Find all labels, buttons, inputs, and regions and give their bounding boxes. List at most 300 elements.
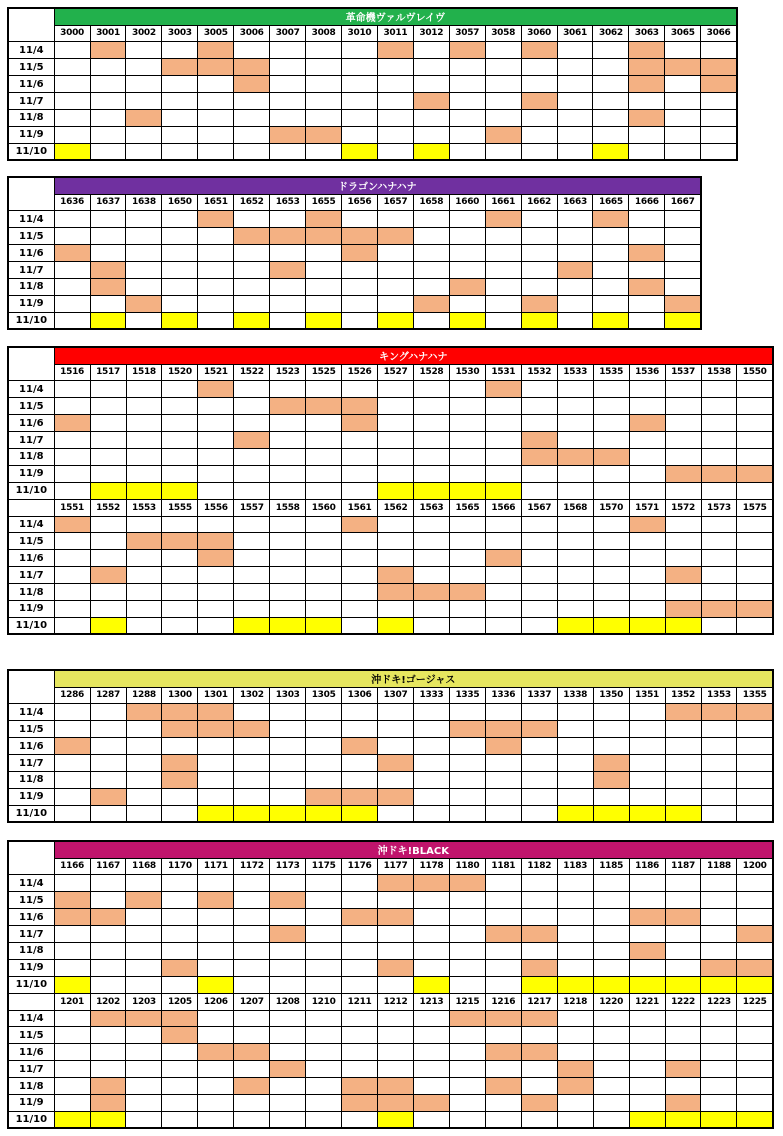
result-cell [306, 76, 342, 93]
hit-cell [198, 1044, 234, 1061]
hit-cell [90, 42, 126, 59]
machine-table [7, 840, 774, 1129]
result-cell [126, 1078, 162, 1095]
result-cell [521, 109, 557, 126]
corner-cell [8, 841, 54, 875]
machine-table [7, 7, 738, 161]
machine-number: 1517 [90, 364, 126, 381]
result-cell [665, 926, 701, 943]
machine-number: 1531 [485, 364, 521, 381]
top-hit-cell [234, 617, 270, 634]
hit-cell [485, 211, 521, 228]
result-cell [126, 126, 162, 143]
hit-cell [90, 278, 126, 295]
result-cell [485, 262, 521, 279]
date-label: 11/5 [8, 398, 54, 415]
result-cell [54, 550, 90, 567]
result-cell [90, 59, 126, 76]
machine-number: 1167 [90, 858, 126, 875]
top-hit-cell [701, 1111, 737, 1128]
result-cell [90, 211, 126, 228]
result-cell [557, 278, 593, 295]
machine-number: 1660 [449, 194, 485, 211]
date-row [8, 1044, 773, 1061]
result-cell [198, 1094, 234, 1111]
result-cell [270, 600, 306, 617]
result-cell [378, 1010, 414, 1027]
result-cell [270, 533, 306, 550]
result-cell [449, 976, 485, 993]
result-cell [449, 126, 485, 143]
result-cell [413, 262, 449, 279]
hit-cell [54, 516, 90, 533]
result-cell [701, 109, 737, 126]
result-cell [593, 126, 629, 143]
top-hit-cell [54, 143, 90, 160]
result-cell [737, 617, 773, 634]
result-cell [270, 245, 306, 262]
machine-number: 1203 [126, 993, 162, 1010]
result-cell [342, 771, 378, 788]
result-cell [234, 771, 270, 788]
top-hit-cell [90, 1111, 126, 1128]
top-hit-cell [377, 312, 413, 329]
machine-number: 1527 [378, 364, 414, 381]
machine-number: 1338 [557, 687, 593, 704]
result-cell [198, 959, 234, 976]
result-cell [90, 516, 126, 533]
date-label: 11/6 [8, 550, 54, 567]
result-cell [342, 755, 378, 772]
result-cell [629, 567, 665, 584]
date-row [8, 1094, 773, 1111]
machine-number: 3063 [629, 25, 665, 42]
hit-cell [126, 533, 162, 550]
result-cell [701, 1010, 737, 1027]
date-row [8, 755, 773, 772]
result-cell [90, 875, 126, 892]
top-hit-cell [270, 617, 306, 634]
result-cell [413, 76, 449, 93]
result-cell [665, 788, 701, 805]
result-cell [414, 567, 450, 584]
top-hit-cell [737, 976, 773, 993]
top-hit-cell [593, 617, 629, 634]
result-cell [701, 875, 737, 892]
machine-number: 1557 [234, 499, 270, 516]
result-cell [234, 143, 270, 160]
result-cell [234, 93, 270, 110]
result-cell [557, 942, 593, 959]
result-cell [378, 600, 414, 617]
result-cell [306, 892, 342, 909]
date-row [8, 1010, 773, 1027]
machine-number: 1665 [593, 194, 629, 211]
result-cell [54, 432, 90, 449]
machine-number: 1225 [737, 993, 773, 1010]
result-cell [665, 93, 701, 110]
result-cell [54, 1027, 90, 1044]
machine-number: 1171 [198, 858, 234, 875]
result-cell [449, 1111, 485, 1128]
result-cell [54, 109, 90, 126]
date-row [8, 262, 701, 279]
result-cell [629, 312, 665, 329]
result-cell [557, 892, 593, 909]
result-cell [449, 465, 485, 482]
result-cell [306, 415, 342, 432]
result-cell [737, 1027, 773, 1044]
title-row [8, 177, 701, 194]
result-cell [557, 788, 593, 805]
hit-cell [270, 892, 306, 909]
result-cell [701, 788, 737, 805]
result-cell [449, 1027, 485, 1044]
machine-number: 1336 [485, 687, 521, 704]
result-cell [449, 143, 485, 160]
result-cell [90, 976, 126, 993]
result-cell [90, 465, 126, 482]
machine-number: 1535 [593, 364, 629, 381]
result-cell [378, 398, 414, 415]
result-cell [234, 600, 270, 617]
result-cell [54, 381, 90, 398]
machine-number: 1222 [665, 993, 701, 1010]
top-hit-cell [198, 805, 234, 822]
hit-cell [270, 126, 306, 143]
hit-cell [629, 109, 665, 126]
date-label: 11/4 [8, 211, 54, 228]
result-cell [342, 1027, 378, 1044]
result-cell [162, 550, 198, 567]
result-cell [485, 1027, 521, 1044]
result-cell [198, 76, 234, 93]
result-cell [557, 755, 593, 772]
result-cell [701, 482, 737, 499]
result-cell [306, 909, 342, 926]
result-cell [162, 892, 198, 909]
top-hit-cell [54, 1111, 90, 1128]
hit-cell [449, 875, 485, 892]
result-cell [90, 771, 126, 788]
result-cell [234, 1061, 270, 1078]
machine-number: 3061 [557, 25, 593, 42]
result-cell [414, 600, 450, 617]
result-cell [126, 278, 162, 295]
hit-cell [198, 704, 234, 721]
date-label: 11/9 [8, 959, 54, 976]
date-row [8, 59, 737, 76]
date-row [8, 533, 773, 550]
result-cell [521, 1111, 557, 1128]
hit-cell [521, 1044, 557, 1061]
result-cell [234, 976, 270, 993]
result-cell [162, 1044, 198, 1061]
result-cell [485, 892, 521, 909]
top-hit-cell [665, 617, 701, 634]
result-cell [593, 245, 629, 262]
machine-number: 3005 [198, 25, 234, 42]
result-cell [449, 1061, 485, 1078]
machine-number: 1532 [521, 364, 557, 381]
hit-cell [665, 567, 701, 584]
result-cell [54, 1078, 90, 1095]
result-cell [629, 755, 665, 772]
result-cell [54, 93, 90, 110]
machine-number: 1178 [413, 858, 449, 875]
result-cell [270, 1027, 306, 1044]
result-cell [629, 1078, 665, 1095]
result-cell [665, 126, 701, 143]
machine-number: 1207 [234, 993, 270, 1010]
result-cell [198, 788, 234, 805]
machine-number: 1661 [485, 194, 521, 211]
result-cell [557, 704, 593, 721]
result-cell [521, 59, 557, 76]
result-cell [90, 381, 126, 398]
result-cell [306, 1111, 342, 1128]
date-label: 11/9 [8, 465, 54, 482]
result-cell [701, 1044, 737, 1061]
result-cell [126, 415, 162, 432]
result-cell [521, 704, 557, 721]
date-label: 11/8 [8, 448, 54, 465]
date-label: 11/4 [8, 516, 54, 533]
result-cell [54, 126, 90, 143]
result-cell [701, 533, 737, 550]
result-cell [342, 482, 378, 499]
date-row [8, 704, 773, 721]
machine-number: 1353 [701, 687, 737, 704]
result-cell [593, 1010, 629, 1027]
result-cell [306, 533, 342, 550]
hit-cell [377, 42, 413, 59]
result-cell [629, 721, 665, 738]
result-cell [521, 465, 557, 482]
hit-cell [629, 76, 665, 93]
result-cell [270, 875, 306, 892]
result-cell [665, 245, 701, 262]
date-row [8, 600, 773, 617]
result-cell [270, 482, 306, 499]
result-cell [593, 415, 629, 432]
result-cell [449, 926, 485, 943]
machine-title: ドラゴンハナハナ [54, 177, 701, 194]
result-cell [234, 398, 270, 415]
machine-number: 1653 [270, 194, 306, 211]
result-cell [557, 126, 593, 143]
result-cell [234, 1111, 270, 1128]
result-cell [593, 1044, 629, 1061]
result-cell [126, 42, 162, 59]
result-cell [701, 771, 737, 788]
result-cell [665, 42, 701, 59]
date-label: 11/7 [8, 93, 54, 110]
hit-cell [162, 755, 198, 772]
result-cell [234, 295, 270, 312]
result-cell [162, 617, 198, 634]
hit-cell [449, 42, 485, 59]
hit-cell [162, 959, 198, 976]
date-label: 11/6 [8, 909, 54, 926]
machine-number: 1530 [449, 364, 485, 381]
hit-cell [557, 262, 593, 279]
machine-number-row [8, 364, 773, 381]
date-label: 11/6 [8, 245, 54, 262]
result-cell [557, 550, 593, 567]
result-cell [593, 76, 629, 93]
result-cell [342, 211, 378, 228]
hit-cell [270, 398, 306, 415]
result-cell [54, 448, 90, 465]
result-cell [449, 892, 485, 909]
hit-cell [485, 1044, 521, 1061]
result-cell [413, 1111, 449, 1128]
result-cell [378, 432, 414, 449]
result-cell [198, 262, 234, 279]
result-cell [234, 448, 270, 465]
result-cell [270, 1078, 306, 1095]
result-cell [629, 482, 665, 499]
result-cell [449, 262, 485, 279]
top-hit-cell [342, 805, 378, 822]
hit-cell [54, 245, 90, 262]
date-label: 11/8 [8, 278, 54, 295]
hit-cell [378, 1078, 414, 1095]
hit-cell [737, 465, 773, 482]
top-hit-cell [665, 1111, 701, 1128]
result-cell [485, 109, 521, 126]
date-label: 11/4 [8, 42, 54, 59]
date-label: 11/9 [8, 600, 54, 617]
date-row [8, 942, 773, 959]
result-cell [90, 738, 126, 755]
result-cell [306, 584, 342, 601]
date-row [8, 228, 701, 245]
machine-number: 1180 [449, 858, 485, 875]
hit-cell [162, 704, 198, 721]
result-cell [593, 516, 629, 533]
machine-number: 1528 [414, 364, 450, 381]
hit-cell [521, 42, 557, 59]
date-row [8, 738, 773, 755]
result-cell [377, 245, 413, 262]
result-cell [557, 567, 593, 584]
hit-cell [162, 721, 198, 738]
result-cell [557, 584, 593, 601]
date-label: 11/8 [8, 771, 54, 788]
machine-number: 1217 [521, 993, 557, 1010]
hit-cell [126, 892, 162, 909]
result-cell [737, 533, 773, 550]
result-cell [306, 1078, 342, 1095]
corner-cell [8, 177, 54, 211]
result-cell [701, 432, 737, 449]
machine-number: 1333 [414, 687, 450, 704]
hit-cell [701, 704, 737, 721]
result-cell [701, 1061, 737, 1078]
hit-cell [90, 1010, 126, 1027]
result-cell [593, 432, 629, 449]
result-cell [593, 1061, 629, 1078]
result-cell [198, 126, 234, 143]
top-hit-cell [198, 976, 234, 993]
result-cell [342, 584, 378, 601]
result-cell [234, 262, 270, 279]
machine-number: 1175 [306, 858, 342, 875]
result-cell [629, 262, 665, 279]
result-cell [413, 926, 449, 943]
machine-number: 1636 [54, 194, 90, 211]
result-cell [485, 755, 521, 772]
result-cell [557, 109, 593, 126]
date-label: 11/4 [8, 704, 54, 721]
result-cell [54, 1094, 90, 1111]
result-cell [90, 415, 126, 432]
result-cell [54, 76, 90, 93]
result-cell [270, 567, 306, 584]
result-cell [593, 584, 629, 601]
result-cell [665, 550, 701, 567]
result-cell [449, 432, 485, 449]
result-cell [737, 1010, 773, 1027]
result-cell [126, 721, 162, 738]
date-row [8, 875, 773, 892]
date-row [8, 976, 773, 993]
machine-number: 1522 [234, 364, 270, 381]
result-cell [557, 465, 593, 482]
result-cell [701, 721, 737, 738]
hit-cell [162, 771, 198, 788]
result-cell [737, 755, 773, 772]
top-hit-cell [557, 805, 593, 822]
result-cell [126, 1111, 162, 1128]
top-hit-cell [449, 312, 485, 329]
machine-number: 1538 [701, 364, 737, 381]
result-cell [162, 600, 198, 617]
top-hit-cell [665, 976, 701, 993]
result-cell [270, 465, 306, 482]
result-cell [521, 600, 557, 617]
result-cell [449, 1078, 485, 1095]
result-cell [306, 278, 342, 295]
machine-number: 1637 [90, 194, 126, 211]
corner-cell [8, 670, 54, 704]
result-cell [198, 875, 234, 892]
top-hit-cell [593, 805, 629, 822]
result-cell [306, 432, 342, 449]
hit-cell [54, 415, 90, 432]
result-cell [126, 76, 162, 93]
result-cell [162, 516, 198, 533]
hit-cell [378, 567, 414, 584]
machine-number: 1286 [54, 687, 90, 704]
result-cell [665, 738, 701, 755]
result-cell [54, 942, 90, 959]
result-cell [342, 312, 378, 329]
result-cell [126, 909, 162, 926]
result-cell [90, 295, 126, 312]
result-cell [234, 533, 270, 550]
result-cell [593, 788, 629, 805]
hit-cell [485, 738, 521, 755]
machine-number: 1575 [737, 499, 773, 516]
result-cell [629, 892, 665, 909]
result-cell [162, 567, 198, 584]
machine-number: 1287 [90, 687, 126, 704]
result-cell [54, 1044, 90, 1061]
result-cell [342, 448, 378, 465]
